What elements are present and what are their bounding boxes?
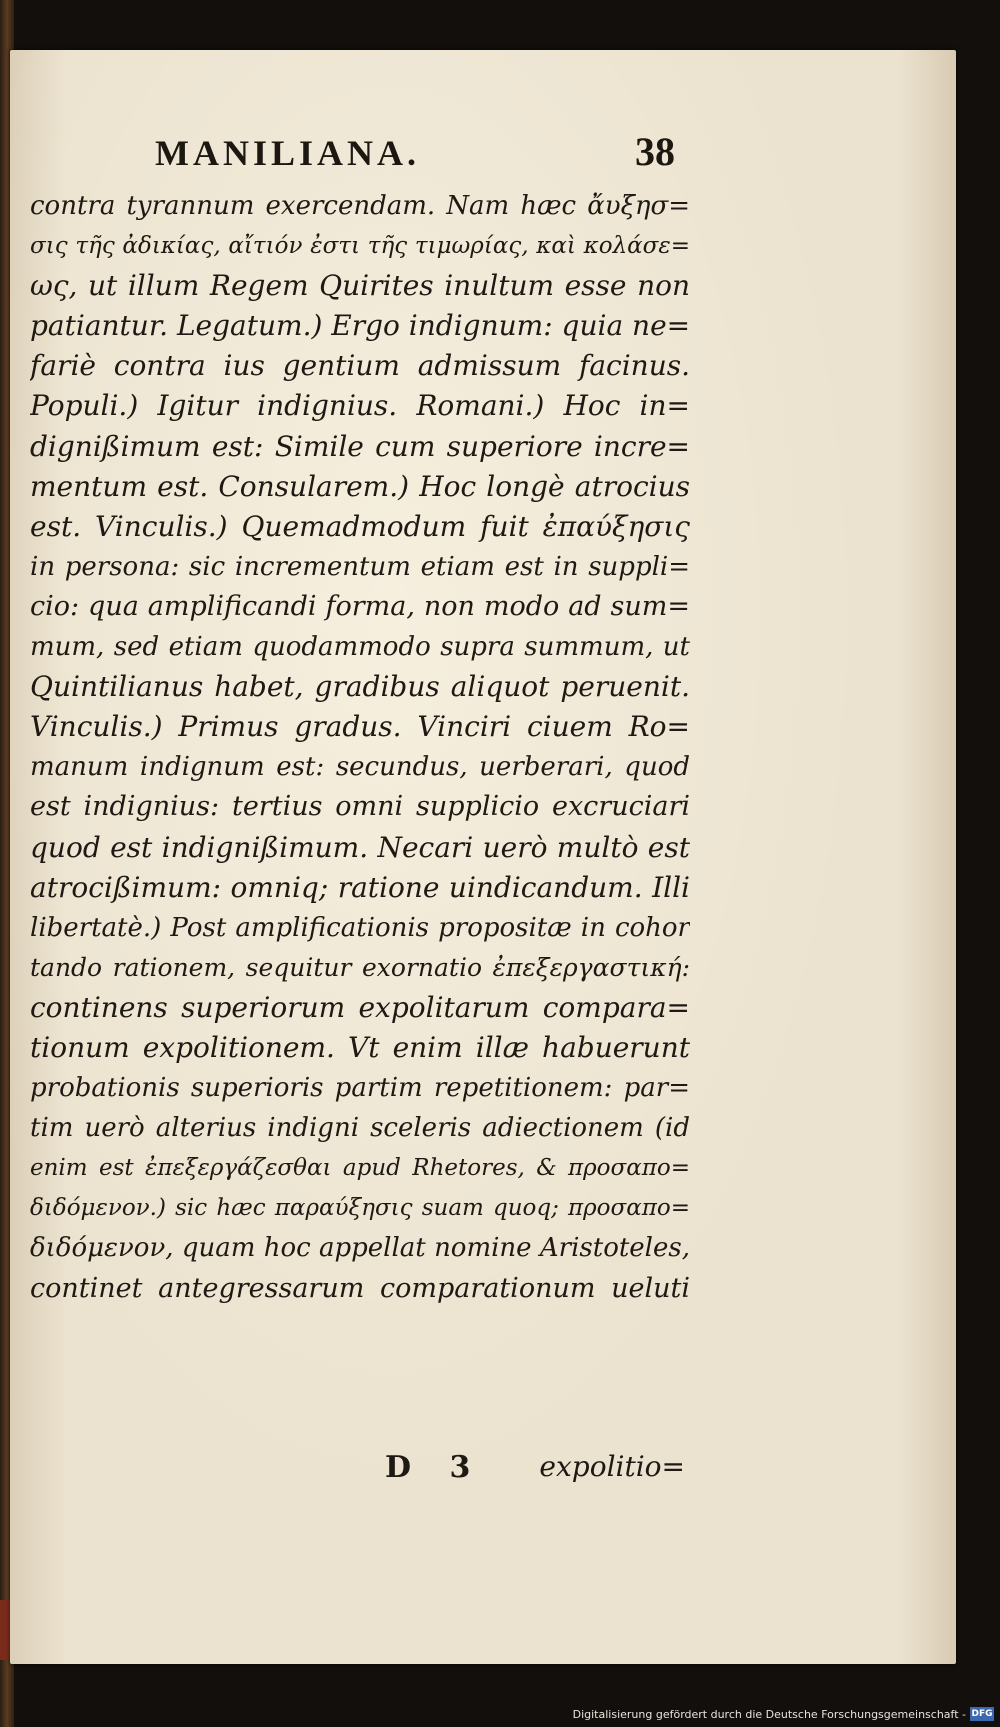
text-line: διδόμενον.) sic hæc παραύξησις suam quoq; προσαπο= [30, 1195, 690, 1222]
text-line: contra tyrannum exercendam. Nam hæc ἄυξησ= [30, 191, 690, 221]
text-line: mentum est. Consularem.) Hoc longè atrocius [30, 469, 690, 503]
text-line: est. Vinculis.) Quemadmodum fuit ἐπαύξησις [30, 509, 690, 543]
page-footer [385, 1450, 685, 1496]
text-line: Populi.) Igitur indignius. Romani.) Hoc in= [30, 389, 690, 423]
text-line: atrocißimum: omniq; ratione uindicandum. Illi [30, 870, 690, 904]
text-line: ως, ut illum Regem Quirites inultum esse non [30, 269, 690, 303]
text-line: tim uerò alterius indigni sceleris adiectionem (id [30, 1113, 690, 1144]
text-line: Vinculis.) Primus gradus. Vinciri ciuem Ro= [30, 710, 690, 744]
page-number: 38 [635, 129, 675, 174]
text-line: cio: qua amplificandi forma, non modo ad sum= [30, 590, 690, 622]
body-text [30, 186, 690, 1309]
text-line: enim est ἐπεξεργάζεσθαι apud Rhetores, & προσαπο= [30, 1155, 690, 1182]
catchword: expolitio= [539, 1450, 685, 1483]
text-line: mum, sed etiam quodammodo supra summum, ut [30, 632, 690, 663]
digitization-credit: Digitalisierung gefördert durch die Deutsche Forschungsgemeinschaft - [572, 1708, 966, 1721]
text-line: in persona: sic incrementum etiam est in suppli= [30, 551, 690, 582]
text-line: continens superiorum expolitarum compara= [30, 990, 690, 1024]
text-line: manum indignum est: secundus, uerberari, quod [30, 752, 690, 783]
text-line: tionum expolitionem. Vt enim illæ habuerunt [30, 1030, 690, 1064]
text-line: probationis superioris partim repetitionem: par= [30, 1073, 690, 1104]
text-line: σις τῆς ἀδικίας, αἴτιόν ἐστι τῆς τιμωρίας, καὶ κολάσε= [30, 233, 690, 260]
text-line: continet antegressarum comparationum ueluti [30, 1272, 690, 1304]
text-line: fariè contra ius gentium admissum facinus. [30, 349, 690, 383]
signature-mark: D 3 [385, 1450, 485, 1485]
text-line: tando rationem, sequitur exornatio ἐπεξεργαστική: [30, 952, 690, 982]
text-line: Quintilianus habet, gradibus aliquot peruenit. [30, 670, 690, 704]
dfg-logo: DFG [971, 1709, 993, 1719]
text-line: διδόμενον, quam hoc appellat nomine Aristoteles, [30, 1233, 690, 1264]
text-line: quod est indignißimum. Necari uerò multò est [30, 830, 690, 864]
running-title: MANILIANA. [155, 133, 420, 173]
page-header [155, 129, 675, 182]
text-line: patiantur. Legatum.) Ergo indignum: quia ne= [30, 309, 690, 343]
text-line: libertatè.) Post amplificationis propositæ in cohor [30, 912, 690, 943]
text-line: dignißimum est: Simile cum superiore incre= [30, 429, 690, 463]
text-line: est indignius: tertius omni supplicio excruciari [30, 791, 690, 823]
